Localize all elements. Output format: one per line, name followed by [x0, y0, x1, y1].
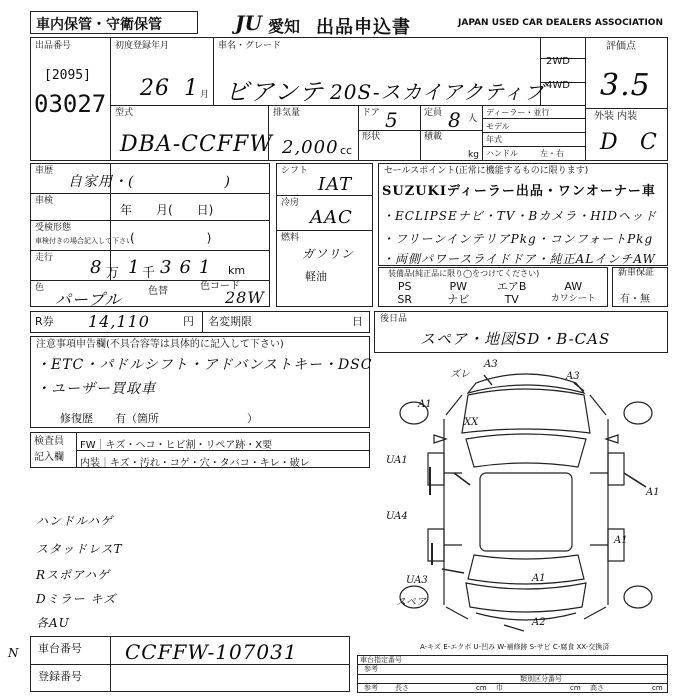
- chassis-value: CCFFW-107031: [125, 640, 298, 664]
- notes-line-1: ・ETC・パドルシフト・アドバンストキー・DSC: [36, 357, 373, 373]
- capacity-unit: 人: [468, 114, 478, 124]
- footer-cm-3: cm: [652, 684, 663, 692]
- inspection-label: 車検: [35, 196, 54, 206]
- color-code-label: 色コード: [200, 281, 240, 292]
- color-code: 28W: [225, 288, 265, 307]
- exterior-grade: D: [600, 130, 619, 155]
- equip-item-pw: PW: [449, 280, 467, 293]
- mileage-sen-unit: 千: [142, 266, 156, 281]
- storage-note: 車内保管・守衛保管: [36, 17, 162, 33]
- logo-mark: JU: [235, 11, 262, 35]
- mileage-unit: km: [228, 264, 246, 277]
- margin-mark: N: [8, 646, 20, 660]
- model-year-label: 年式: [486, 135, 502, 144]
- mark-left-door-ua1: UA1: [386, 455, 408, 466]
- lot-label: 出品番号: [35, 41, 72, 51]
- history-value: 自家用・( ): [68, 174, 231, 190]
- selling-points-label: セールスポイント(正常に機能するものに限ります): [384, 166, 589, 176]
- mark-exchanged: XX: [464, 417, 479, 428]
- form-title: 出品申込書: [316, 17, 411, 38]
- car-damage-diagram: [384, 355, 668, 640]
- reg-number-label: 登録番号: [38, 670, 82, 683]
- color-change-label: 色替: [148, 286, 168, 297]
- mark-left-fender-a1: A1: [418, 399, 432, 410]
- equip-item-leather: カワシート: [550, 294, 596, 304]
- equip-item-navi: ナビ: [447, 293, 470, 306]
- drive-2wd: 2WD: [546, 56, 570, 67]
- drive-4wd: 4WD: [546, 80, 570, 91]
- dealer-label: ディーラー・並行: [486, 108, 550, 117]
- load-unit: kg: [468, 150, 479, 160]
- inspector-fw-row: FW｜キズ・ヘコ・ヒビ割・リペア跡・X要: [80, 440, 273, 451]
- lot-number: 03027: [34, 90, 107, 118]
- mark-left-quarter-ua3: UA3: [406, 575, 428, 586]
- remark-4: Dミラー キズ: [36, 592, 117, 606]
- registration-label: 初度登録年月: [115, 41, 170, 51]
- displacement-value: 2,000: [282, 137, 339, 158]
- mileage-man: 8: [90, 257, 103, 278]
- name-change-day: 日: [352, 315, 363, 328]
- color-label: 色: [35, 283, 45, 293]
- footer-ref-2: 参考: [364, 684, 378, 692]
- registration-month: 1: [184, 76, 199, 101]
- rating-label: 評価点: [606, 41, 636, 52]
- footer-width: 巾: [496, 684, 503, 692]
- interior-grade: C: [640, 130, 658, 155]
- capacity-value: 8: [448, 108, 462, 132]
- inspector-label: 検査員: [34, 436, 64, 447]
- doors-value: 5: [385, 108, 399, 132]
- rating-score: 3.5: [600, 68, 651, 103]
- registration-month-unit: 月: [200, 90, 210, 100]
- fuel-value: ガソリン: [302, 247, 355, 261]
- warranty-label: 新車保証: [618, 268, 655, 278]
- type-label: 型式: [115, 108, 134, 118]
- footer-cm-1: cm: [476, 684, 487, 692]
- notes-label: 注意事項申告欄(不具合容等は具体的に記入して下さい): [36, 339, 284, 350]
- footer-cm-2: cm: [570, 684, 581, 692]
- mileage-rest: 361: [160, 257, 219, 278]
- mark-shift: ズレ: [450, 369, 470, 380]
- recycle-unit: 円: [183, 315, 194, 328]
- chassis-label: 車台番号: [38, 642, 82, 655]
- remark-1: ハンドルハゲ: [36, 514, 114, 528]
- receipt-label: 受検形態: [35, 223, 72, 233]
- mileage-man-unit: 万: [106, 266, 120, 281]
- cooling-label: 冷房: [281, 198, 300, 208]
- mark-front-a3: A3: [484, 359, 498, 370]
- footer-ref-1: 参考: [364, 665, 378, 673]
- inspector-sub: 記入欄: [34, 452, 64, 463]
- recycle-value: 14,110: [88, 312, 150, 331]
- model-label: 車名・グレード: [218, 41, 282, 51]
- selling-line-3: ・フリーンインテリアPkg・コンフォートPkg: [382, 232, 654, 246]
- rear-section-label: 後日品: [380, 314, 408, 324]
- mark-right-rear-a1: A1: [614, 535, 628, 546]
- fuel-alt: 軽油: [305, 270, 327, 283]
- notes-line-2: ・ユーザー買取車: [36, 381, 156, 397]
- equip-item-sr: SR: [397, 293, 413, 306]
- color-value: パープル: [55, 290, 122, 309]
- handle-label: ハンドル: [486, 149, 518, 158]
- equip-item-ps: PS: [397, 280, 412, 293]
- inspector-interior-row: 内装｜キズ・汚れ・コゲ・穴・タバコ・キレ・破レ: [80, 458, 310, 469]
- model-name: ビアンテ: [225, 78, 325, 106]
- association-name: 愛知: [268, 17, 301, 36]
- equip-col-4: [538, 280, 608, 307]
- cooling-value: AAC: [310, 207, 353, 228]
- mark-spare: スペア: [396, 597, 426, 608]
- mileage-label: 走行: [35, 253, 54, 263]
- warranty-value: 有・無: [620, 294, 650, 305]
- capacity-label: 定員: [424, 108, 443, 118]
- mark-rear-bumper-a2: A2: [532, 617, 546, 628]
- inspection-value: 年 月( 日): [120, 203, 214, 217]
- mark-right-door-a1: A1: [646, 487, 660, 498]
- displacement-label: 排気量: [273, 108, 301, 118]
- equip-item-tv: TV: [504, 293, 519, 306]
- registration-year: 26: [140, 76, 170, 101]
- equip-item-airbag: エアB: [496, 280, 527, 293]
- doors-label: ドア: [362, 108, 380, 118]
- remark-5: 各AU: [36, 616, 70, 630]
- english-title: JAPAN USED CAR DEALERS ASSOCIATION: [458, 18, 663, 28]
- history-label: 車歴: [35, 166, 54, 176]
- shape-label: 形状: [362, 132, 381, 142]
- handle-options: 左・右: [540, 149, 564, 158]
- lot-code: [2095]: [44, 68, 91, 83]
- equip-col-1: [378, 280, 431, 307]
- equip-col-2: [431, 280, 484, 307]
- selling-line-4: ・両側パワースライドドア・純正ALインチAW: [382, 252, 656, 266]
- receipt-value: ( ): [130, 231, 212, 245]
- equipment-label: 装備品(純正品に限り◯をつけてください): [388, 269, 540, 278]
- type-value: DBA-CCFFW: [120, 132, 273, 157]
- footer-class-number: 類別区分番号: [520, 675, 562, 683]
- remark-2: スタッドレスT: [36, 542, 123, 556]
- selling-line-2: ・ECLIPSEナビ・TV・Bカメラ・HIDヘッド: [382, 209, 658, 223]
- footer-height: 高さ: [590, 684, 604, 692]
- receipt-sub: 車検付きの場合記入して下さい: [35, 237, 133, 245]
- model-grade: 20S-スカイアクティブ: [330, 80, 546, 104]
- name-change-label: 名変期限: [208, 315, 252, 328]
- remark-3: Rスポアハゲ: [36, 568, 111, 582]
- rear-section-value: スペア・地図SD・B-CAS: [420, 330, 611, 348]
- shift-label: シフト: [281, 166, 309, 176]
- mark-front-right-a3: A3: [566, 371, 580, 382]
- equip-item-aw: AW: [564, 280, 583, 293]
- footer-length: 長さ: [395, 684, 409, 692]
- footer-chassis-spec: 車台指定番号: [360, 656, 402, 664]
- mark-left-rear-ua4: UA4: [386, 511, 408, 522]
- model-year-model-label: モデル: [486, 122, 510, 131]
- displacement-unit: cc: [340, 144, 353, 157]
- mileage-sen: 1: [128, 257, 141, 278]
- fuel-label: 燃料: [281, 233, 300, 243]
- repair-history: 修復歴 有（箇所 ）: [60, 412, 258, 425]
- equip-col-3: [485, 280, 538, 307]
- shift-value: IAT: [318, 174, 353, 195]
- recycle-label: R券: [35, 315, 54, 328]
- recycle-row: [30, 311, 370, 333]
- ext-int-label: 外装 内装: [594, 111, 638, 122]
- mark-rear-a1: A1: [532, 573, 546, 584]
- selling-line-1: SUZUKIディーラー出品・ワンオーナー車: [382, 184, 656, 199]
- damage-legend: A-キズ E-エクボ U-凹み W-補修跡 S-サビ C-腐食 XX-交換済: [420, 643, 610, 651]
- load-label: 積載: [424, 132, 443, 142]
